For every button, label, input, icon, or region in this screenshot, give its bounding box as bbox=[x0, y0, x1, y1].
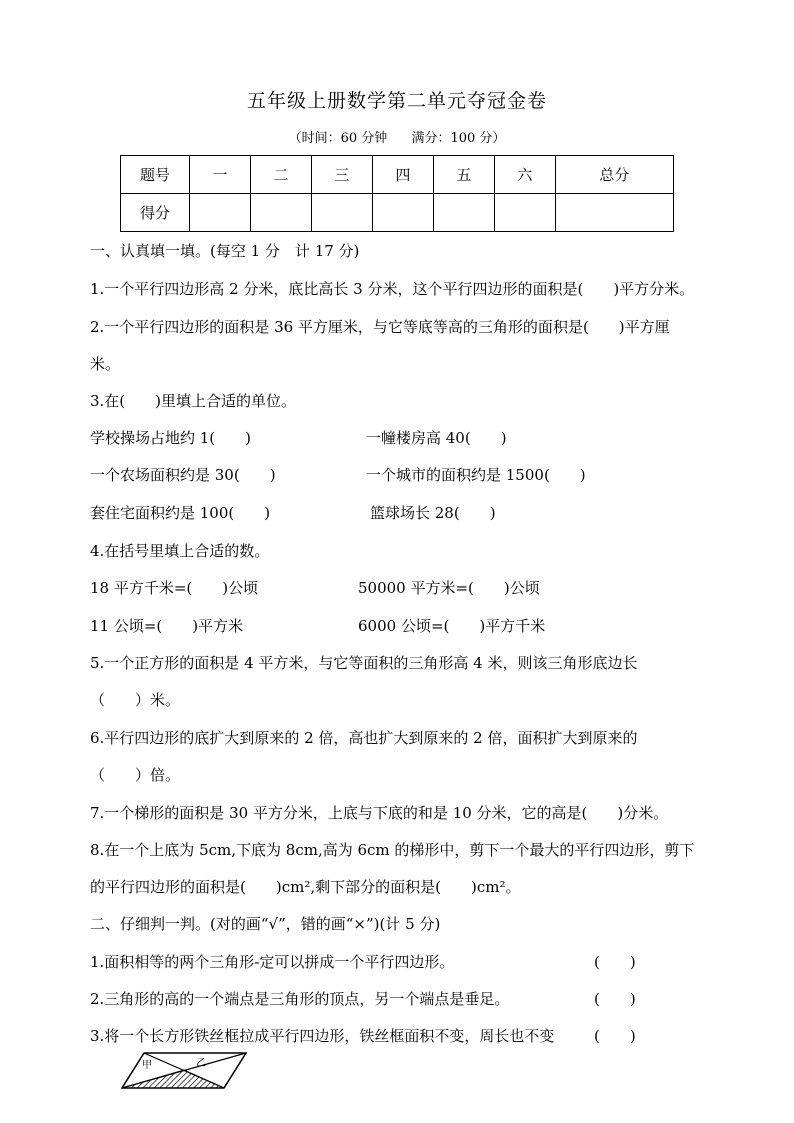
question-1-2: 2.一个平行四边形的面积是 36 平方厘米，与它等底等高的三角形的面积是( )平方厘 bbox=[90, 318, 670, 336]
score-input-cell[interactable] bbox=[555, 194, 673, 232]
score-cell: 三 bbox=[311, 156, 372, 194]
answer-paren: ( ) bbox=[594, 953, 636, 971]
question-1-3: 3.在( )里填上合适的单位。 bbox=[90, 392, 297, 410]
score-cell: 题号 bbox=[121, 156, 190, 194]
unit-item: 学校操场占地约 1( ) bbox=[90, 429, 252, 447]
score-cell: 四 bbox=[372, 156, 433, 194]
unit-item: 套住宅面积约是 100( ) bbox=[90, 504, 271, 522]
answer-paren: ( ) bbox=[594, 990, 636, 1008]
question-1-8: 8.在一个上底为 5cm,下底为 8cm,高为 6cm 的梯形中，剪下一个最大的平行四边形，剪下 bbox=[90, 841, 695, 859]
section2-heading: 二、仔细判一判。(对的画“√”，错的画“×”)(计 5 分) bbox=[90, 915, 441, 933]
exam-title: 五年级上册数学第二单元夺冠金卷 bbox=[246, 90, 547, 112]
score-cell: 得分 bbox=[121, 194, 190, 232]
question-1-1: 1.一个平行四边形高 2 分米，底比高长 3 分米，这个平行四边形的面积是( )平方分米。 bbox=[90, 280, 695, 298]
score-input-cell[interactable] bbox=[311, 194, 372, 232]
score-table bbox=[120, 155, 674, 232]
full-score: 满分：100 分） bbox=[411, 131, 506, 146]
question-1-5-cont: （ ）米。 bbox=[90, 691, 181, 709]
score-cell: 二 bbox=[250, 156, 311, 194]
score-input-cell[interactable] bbox=[250, 194, 311, 232]
question-1-6-cont: （ ）倍。 bbox=[90, 766, 181, 784]
score-input-cell[interactable] bbox=[494, 194, 555, 232]
question-1-8-cont: 的平行四边形的面积是( )cm²,剩下部分的面积是( )cm²。 bbox=[90, 878, 521, 896]
conversion-item: 18 平方千米=( )公顷 bbox=[90, 579, 259, 597]
figure-label-left: 甲 bbox=[142, 1060, 152, 1071]
question-1-7: 7.一个梯形的面积是 30 平方分米，上底与下底的和是 10 分米，它的高是( )分米。 bbox=[90, 804, 669, 822]
conversion-item: 50000 平方米=( )公顷 bbox=[358, 579, 540, 597]
score-cell: 一 bbox=[190, 156, 251, 194]
question-1-4: 4.在括号里填上合适的数。 bbox=[90, 542, 270, 560]
question-1-2-cont: 米。 bbox=[90, 355, 121, 373]
score-table-score-row bbox=[121, 194, 674, 232]
parallelogram-figure bbox=[118, 1050, 248, 1095]
section1-heading: 一、认真填一填。(每空 1 分 计 17 分) bbox=[90, 242, 360, 260]
score-cell: 总分 bbox=[555, 156, 673, 194]
question-1-6: 6.平行四边形的底扩大到原来的 2 倍，高也扩大到原来的 2 倍，面积扩大到原来的 bbox=[90, 729, 638, 747]
exam-subtitle bbox=[0, 127, 794, 146]
answer-paren: ( ) bbox=[594, 1027, 636, 1045]
unit-item: 篮球场长 28( ) bbox=[370, 504, 496, 522]
time-limit: （时间：60 分钟 bbox=[288, 131, 388, 146]
score-input-cell[interactable] bbox=[433, 194, 494, 232]
figure-label-right: 乙 bbox=[196, 1058, 206, 1069]
score-input-cell[interactable] bbox=[190, 194, 251, 232]
score-input-cell[interactable] bbox=[372, 194, 433, 232]
score-cell: 五 bbox=[433, 156, 494, 194]
unit-item: 一个农场面积约是 30( ) bbox=[90, 466, 276, 484]
score-table-header-row bbox=[121, 156, 674, 194]
question-2-1: 1.面积相等的两个三角形-定可以拼成一个平行四边形。 bbox=[90, 953, 455, 971]
question-2-2: 2.三角形的高的一个端点是三角形的顶点，另一个端点是垂足。 bbox=[90, 990, 510, 1008]
score-cell: 六 bbox=[494, 156, 555, 194]
question-2-3: 3.将一个长方形铁丝框拉成平行四边形，铁丝框面积不变，周长也不变 bbox=[90, 1027, 555, 1045]
conversion-item: 11 公顷=( )平方米 bbox=[90, 617, 244, 635]
unit-item: 一个城市的面积约是 1500( ) bbox=[366, 466, 586, 484]
shaded-triangle bbox=[122, 1070, 224, 1088]
question-1-5: 5.一个正方形的面积是 4 平方米，与它等面积的三角形高 4 米，则该三角形底边长 bbox=[90, 654, 638, 672]
unit-item: 一幢楼房高 40( ) bbox=[366, 429, 507, 447]
conversion-item: 6000 公顷=( )平方千米 bbox=[358, 617, 546, 635]
